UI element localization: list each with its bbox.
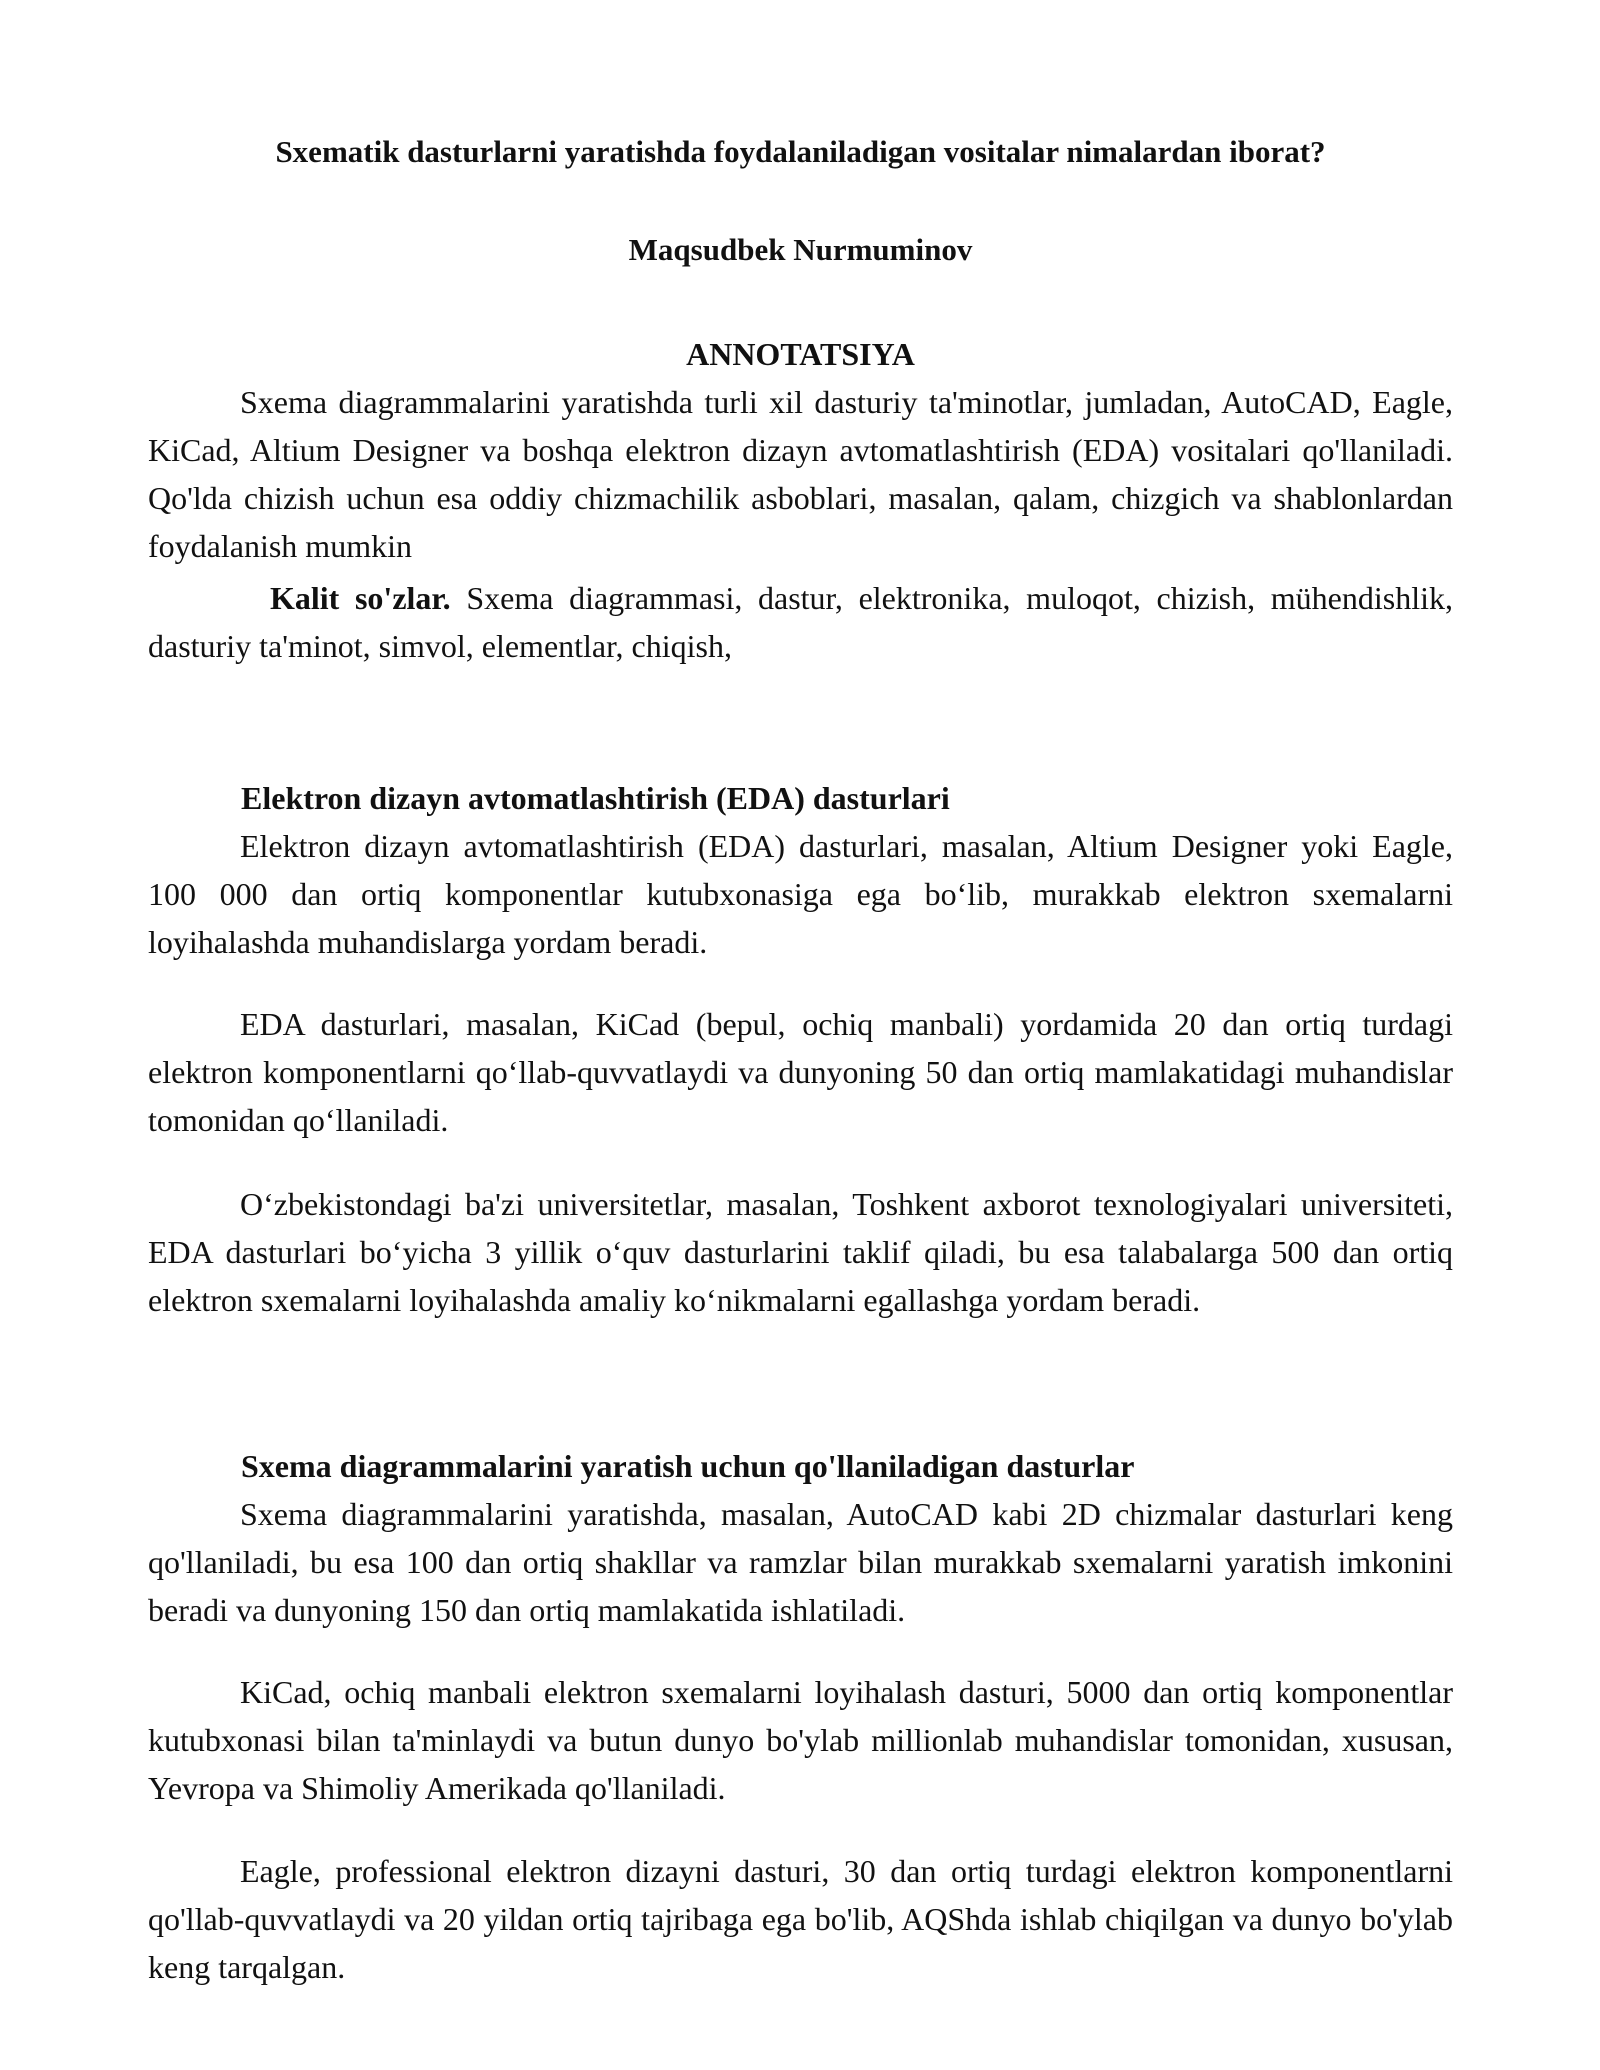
abstract-text: Sxema diagrammalarini yaratishda turli xil dasturiy ta'minotlar, jumladan, AutoCAD, Eagle, KiCad, Altium Designer va boshqa elektron dizayn avtomatlashtirish (EDA) vositalari qo'llaniladi. Qo'lda chizish uchun esa oddiy chizmachilik asboblari, masalan, qalam, chizgich va shablonlardan foydalanish mumkin	[148, 384, 1453, 564]
keywords-label: Kalit so'zlar.	[270, 580, 451, 616]
paper-title: Sxematik dasturlarni yaratishda foydalaniladigan vositalar nimalardan iborat?	[275, 134, 1326, 169]
keywords-paragraph	[148, 574, 1453, 670]
section-eda-paragraph: Elektron dizayn avtomatlashtirish (EDA) dasturlari, masalan, Altium Designer yoki Eagle, 100 000 dan ortiq komponentlar kutubxonasiga ega bo‘lib, murakkab elektron sxemalarni loyihalashda muhandislarga yordam beradi.	[148, 828, 1453, 960]
section-heading-eda: Elektron dizayn avtomatlashtirish (EDA) dasturlari	[241, 780, 950, 816]
section-schematic-paragraph: Sxema diagrammalarini yaratishda, masalan, AutoCAD kabi 2D chizmalar dasturlari keng qo'llaniladi, bu esa 100 dan ortiq shakllar va ramzlar bilan murakkab sxemalarni yaratish imkonini beradi va dunyoning 150 dan ortiq mamlakatida ishlatiladi.	[148, 1496, 1453, 1628]
section-heading-schematic-software: Sxema diagrammalarini yaratish uchun qo'llaniladigan dasturlar	[241, 1448, 1135, 1484]
keywords-text: Sxema diagrammasi, dastur, elektronika, muloqot, chizish, mühendishlik, dasturiy ta'minot, simvol, elementlar, chiqish,	[148, 580, 1454, 664]
section-schematic-paragraph: Eagle, professional elektron dizayni dasturi, 30 dan ortiq turdagi elektron komponentlarni qo'llab-quvvatlaydi va 20 yildan ortiq tajribaga ega bo'lib, AQShda ishlab chiqilgan va dunyo bo'ylab keng tarqalgan.	[148, 1853, 1453, 1985]
section-eda-paragraph: EDA dasturlari, masalan, KiCad (bepul, ochiq manbali) yordamida 20 dan ortiq turdagi elektron komponentlarni qo‘llab-quvvatlaydi va dunyoning 50 dan ortiq mamlakatidagi muhandislar tomonidan qo‘llaniladi.	[148, 1006, 1453, 1138]
section-schematic-paragraph: KiCad, ochiq manbali elektron sxemalarni loyihalash dasturi, 5000 dan ortiq komponentlar kutubxonasi bilan ta'minlaydi va butun dunyo bo'ylab millionlab muhandislar tomonidan, xususan, Yevropa va Shimoliy Amerikada qo'llaniladi.	[148, 1674, 1453, 1806]
author-name: Maqsudbek Nurmuminov	[628, 232, 973, 267]
abstract-heading: ANNOTATSIYA	[686, 336, 915, 372]
section-eda-paragraph: O‘zbekistondagi ba'zi universitetlar, masalan, Toshkent axborot texnologiyalari universiteti, EDA dasturlari bo‘yicha 3 yillik o‘quv dasturlarini taklif qiladi, bu esa talabalarga 500 dan ortiq elektron sxemalarni loyihalashda amaliy ko‘nikmalarni egallashga yordam beradi.	[148, 1186, 1453, 1318]
